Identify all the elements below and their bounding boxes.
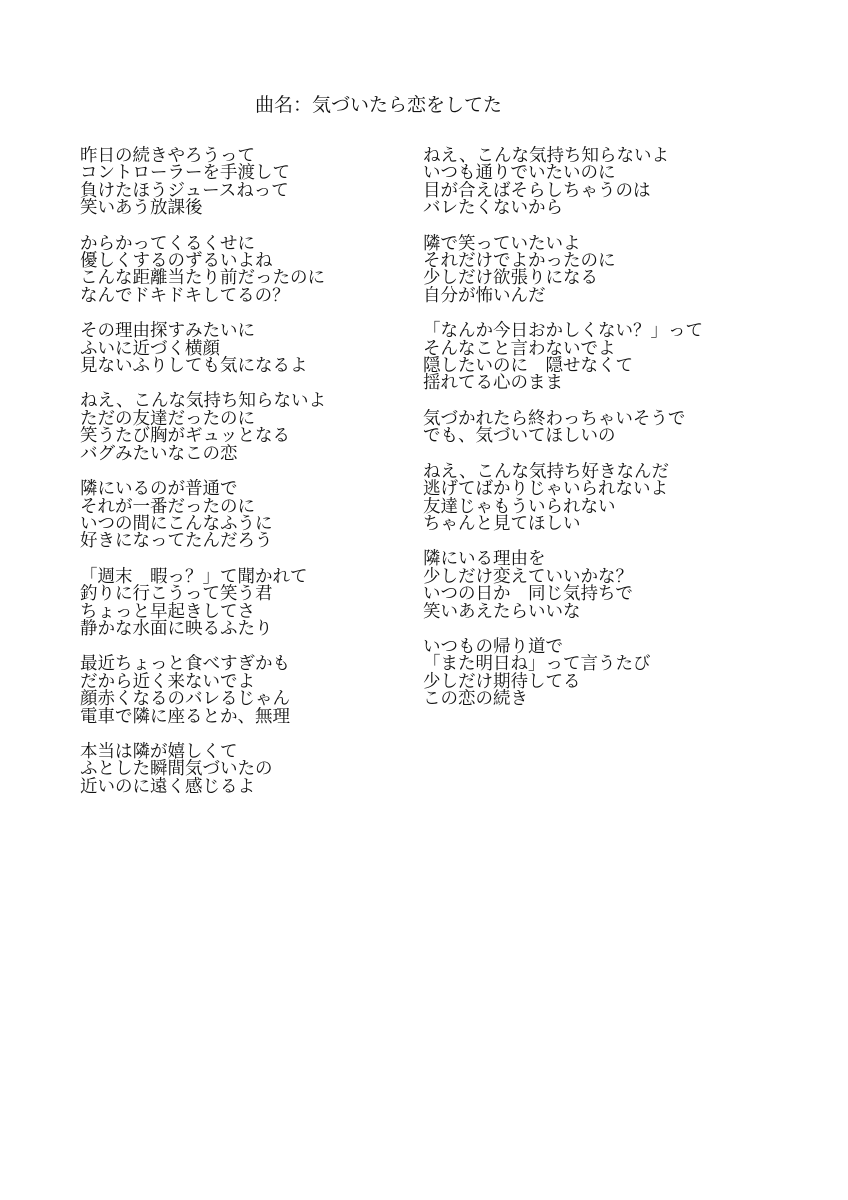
lyric-line: 隣にいる理由を xyxy=(423,549,546,570)
lyric-line: 笑いあえたらいいな xyxy=(423,601,581,622)
lyric-line: そんなこと言わないでよ xyxy=(423,338,616,359)
lyric-line: この恋の続き xyxy=(423,689,528,710)
lyric-line: 電車で隣に座るとか、無理 xyxy=(80,706,290,727)
lyric-line: 本当は隣が嬉しくて xyxy=(80,741,238,762)
lyric-line: からかってくるくせに xyxy=(80,233,255,254)
lyric-stanza xyxy=(423,461,703,534)
lyric-line: こんな距離当たり前だったのに xyxy=(80,268,325,289)
lyric-line: だから近く来ないでよ xyxy=(80,671,255,692)
lyric-line: でも、気づいてほしいの xyxy=(423,426,616,447)
lyric-line: 友達じゃもういられない xyxy=(423,496,616,517)
lyric-line: 「週末 暇っ？」て聞かれて xyxy=(80,566,308,587)
lyric-line: 顔赤くなるのバレるじゃん xyxy=(80,689,290,710)
lyric-line: ちゃんと見てほしい xyxy=(423,513,581,534)
lyric-line: 揺れてる心のまま xyxy=(423,373,563,394)
lyric-line: ねえ、こんな気持ち知らないよ xyxy=(80,391,327,412)
lyric-line: いつの間にこんなふうに xyxy=(80,513,273,534)
lyric-stanza xyxy=(80,656,326,726)
lyric-line: 気づかれたら終わっちゃいそうで xyxy=(423,408,686,429)
lyric-line: 釣りに行こうって笑う君 xyxy=(80,584,273,605)
lyric-line: 隣にいるのが普通で xyxy=(80,479,238,500)
lyric-stanza xyxy=(423,233,703,306)
lyric-line: ちょっと早起きしてさ xyxy=(80,601,255,622)
lyric-line: 負けたほうジュースねって xyxy=(80,180,289,201)
lyric-stanza xyxy=(80,393,326,463)
lyric-stanza xyxy=(80,566,326,639)
lyric-line: いつもの帰り道で xyxy=(423,636,563,657)
lyric-line: 少しだけ期待してる xyxy=(423,671,581,692)
lyric-line: 優しくするのずるいよね xyxy=(80,251,273,272)
lyric-line: 「また明日ね」って言うたび xyxy=(423,654,651,675)
lyric-line: それが一番だったのに xyxy=(80,496,255,517)
lyric-stanza xyxy=(80,481,326,551)
lyric-stanza xyxy=(80,323,326,375)
lyric-line: 笑うたび胸がギュッとなる xyxy=(80,426,290,447)
lyric-line: いつも通りでいたいのに xyxy=(423,163,616,184)
lyric-line: 昨日の続きやろうって xyxy=(80,146,255,166)
song-title: 曲名：気づいたら恋をしてた xyxy=(255,94,503,116)
lyrics-right-column xyxy=(423,148,703,727)
lyric-line: 近いのに遠く感じるよ xyxy=(80,776,255,797)
lyric-line: 隠したいのに 隠せなくて xyxy=(423,356,633,377)
lyric-line: なんでドキドキしてるの？ xyxy=(80,285,290,306)
lyric-stanza xyxy=(423,408,703,447)
lyric-stanza xyxy=(80,148,326,218)
lyric-line: それだけでよかったのに xyxy=(423,251,616,272)
lyric-line: ねえ、こんな気持ち好きなんだ xyxy=(423,461,670,482)
lyric-line: 少しだけ欲張りになる xyxy=(423,268,598,289)
lyric-line: コントローラーを手渡して xyxy=(80,163,290,184)
lyric-line: 笑いあう放課後 xyxy=(80,198,203,219)
lyric-line: 「なんか今日おかしくない？」って xyxy=(423,321,703,342)
lyric-line: いつの日か 同じ気持ちで xyxy=(423,584,633,605)
lyric-line: 見ないふりしても気になるよ xyxy=(80,356,308,377)
lyric-line: 自分が怖いんだ xyxy=(423,285,546,306)
lyric-line: 好きになってたんだろう xyxy=(80,531,273,552)
lyric-line: 逃げてばかりじゃいられないよ xyxy=(423,479,668,500)
lyric-stanza xyxy=(423,551,703,621)
lyric-line: ねえ、こんな気持ち知らないよ xyxy=(423,146,670,166)
lyric-line: 目が合えばそらしちゃうのは xyxy=(423,180,651,201)
lyric-line: ふとした瞬間気づいたの xyxy=(80,759,273,780)
lyric-line: 少しだけ変えていいかな？ xyxy=(423,566,633,587)
lyric-line: その理由探すみたいに xyxy=(80,321,255,342)
lyric-line: ふいに近づく横顔 xyxy=(80,338,220,359)
lyric-line: 静かな水面に映るふたり xyxy=(80,618,273,639)
lyric-line: 隣で笑っていたいよ xyxy=(423,233,581,254)
lyric-line: ただの友達だったのに xyxy=(80,408,255,429)
lyric-line: 最近ちょっと食べすぎかも xyxy=(80,654,290,675)
lyric-line: バグみたいなこの恋 xyxy=(80,443,238,464)
lyric-stanza xyxy=(423,148,703,218)
lyric-stanza xyxy=(423,323,703,393)
lyric-stanza xyxy=(80,741,326,797)
lyric-stanza xyxy=(423,636,703,710)
lyrics-left-column xyxy=(80,148,326,814)
lyric-stanza xyxy=(80,233,326,306)
lyric-line: バレたくないから xyxy=(423,198,563,219)
